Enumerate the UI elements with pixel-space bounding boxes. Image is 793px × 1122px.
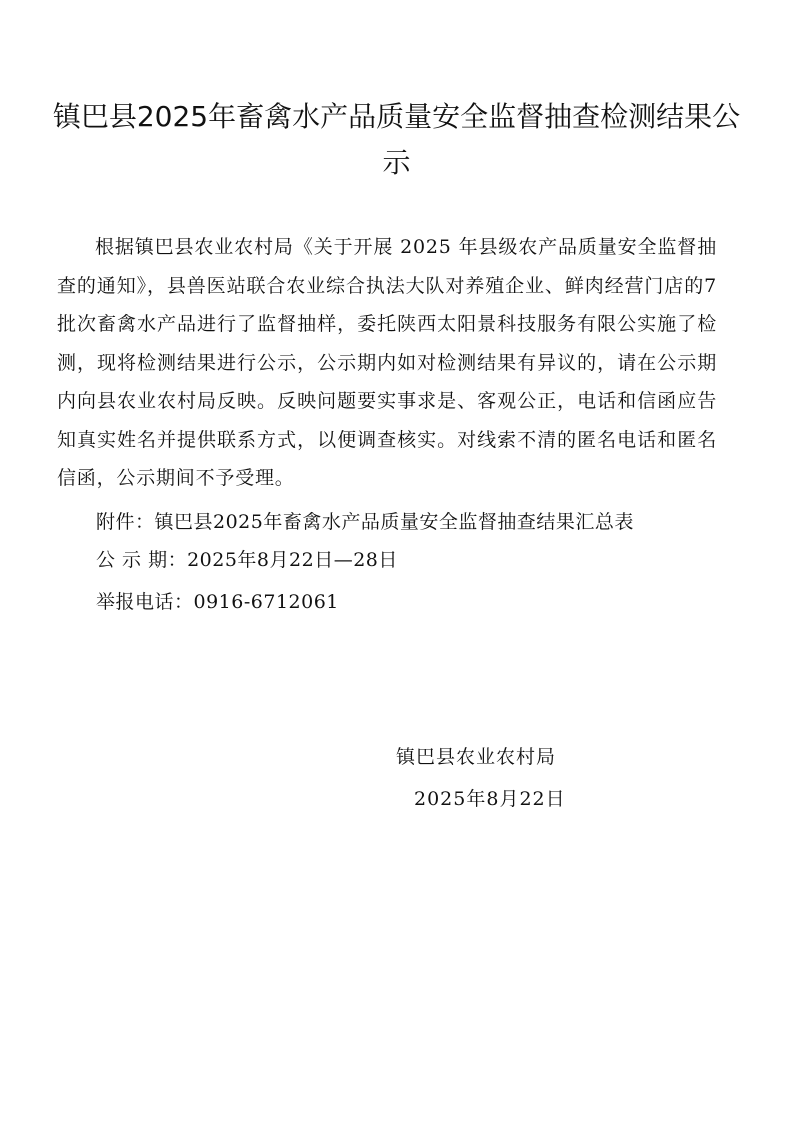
report-phone-line: 举报电话：0916-6712061 xyxy=(96,591,339,613)
publicity-period-line: 公 示 期：2025年8月22日—28日 xyxy=(96,549,398,571)
attachment-line: 附件：镇巴县2025年畜禽水产品质量安全监督抽查结果汇总表 xyxy=(96,511,634,533)
document-title: 镇巴县2025年畜禽水产品质量安全监督抽查检测结果公示 xyxy=(52,100,741,179)
body-paragraph: 根据镇巴县农业农村局《关于开展 2025 年县级农产品质量安全监督抽查的通知》，县兽医站联合农业综合执法大队对养殖企业、鲜肉经营门店的7批次畜禽水产品进行了监督抽样，委托陕西太阳景科技服务有限公实施了检测，现将检测结果进行公示，公示期内如对检测结果有异议的，请在公示期内向县农业农村局反映。反映问题要实事求是、客观公正，电话和信函应告知真实姓名并提供联系方式，以便调查核实。对线索不清的匿名电话和匿名信函，公示期间不予受理。 xyxy=(57,236,717,489)
signature-date: 2025年8月22日 xyxy=(414,788,566,810)
signature-organization: 镇巴县农业农村局 xyxy=(396,746,557,768)
